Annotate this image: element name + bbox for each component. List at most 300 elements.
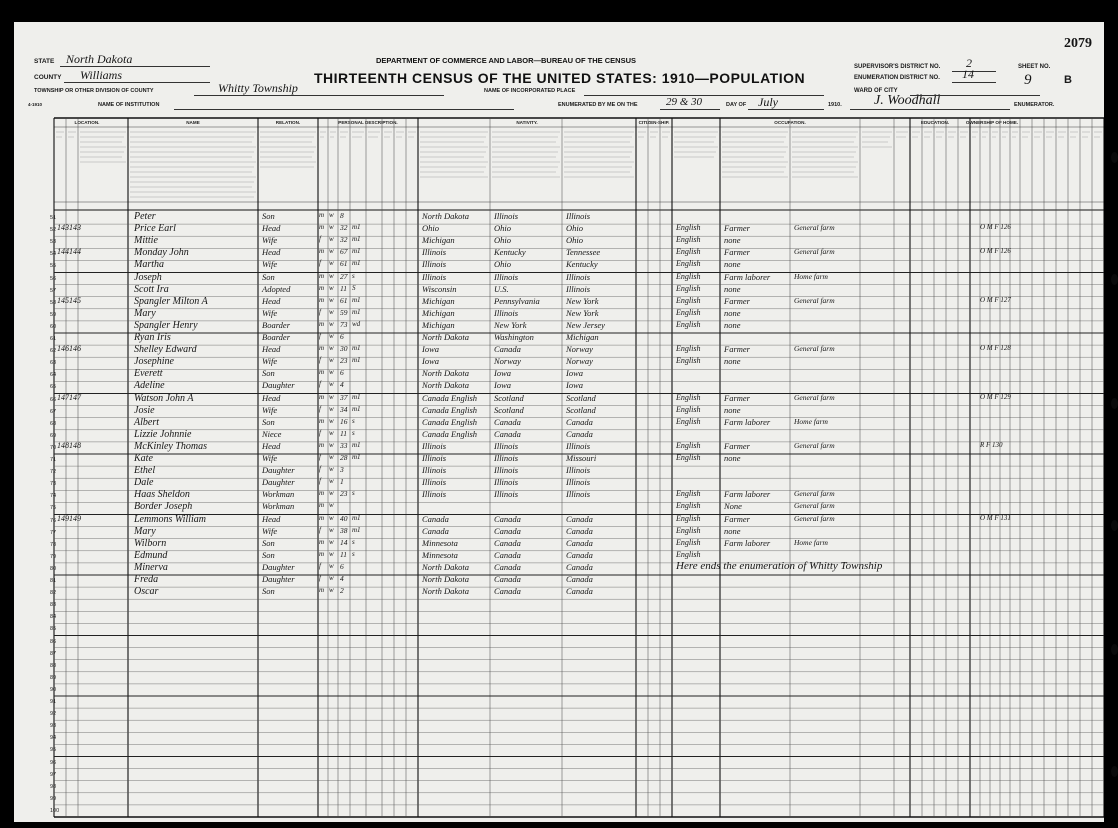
- entry-name: Lizzie Johnnie: [134, 428, 192, 440]
- entry-marital: m1: [352, 356, 361, 365]
- entry-relation: Workman: [262, 489, 295, 500]
- census-grid: [14, 22, 1104, 822]
- entry-age: 6: [340, 561, 344, 571]
- entry-race: w: [329, 211, 334, 219]
- entry-relation: Head: [262, 223, 281, 234]
- sheet-label: SHEET NO.: [1018, 64, 1051, 70]
- entry-relation: Head: [262, 247, 281, 258]
- entry-sex: m: [319, 211, 325, 219]
- entry-relation: Head: [262, 513, 281, 524]
- month-value: July: [758, 95, 778, 109]
- entry-language: English: [676, 247, 701, 257]
- entry-mother-bp: Illinois: [566, 489, 591, 500]
- line-number: 81: [50, 578, 57, 584]
- line-number: 70: [50, 444, 57, 451]
- entry-race: w: [329, 235, 334, 244]
- entry-trade: Farmer: [724, 440, 750, 451]
- entry-name: Dale: [134, 477, 154, 489]
- ward-label: WARD OF CITY: [854, 88, 898, 94]
- entry-industry: General farm: [794, 489, 835, 499]
- entry-trade: none: [724, 235, 741, 246]
- entry-father-bp: Illinois: [494, 453, 519, 463]
- entry-language: English: [676, 489, 701, 499]
- entry-relation: Wife: [262, 307, 278, 318]
- col-group-citizenship: CITIZEN-SHIP.: [638, 120, 670, 125]
- col-group-ownership: OWNERSHIP OF HOME.: [965, 120, 1019, 125]
- entry-relation: Adopted: [262, 283, 291, 294]
- entry-sex: m: [319, 440, 325, 449]
- line-number: 97: [50, 771, 57, 778]
- entry-mother-bp: Illinois: [566, 440, 591, 451]
- entry-age: 23: [340, 356, 348, 366]
- line-number: 89: [50, 674, 57, 681]
- entry-sex: m: [319, 501, 325, 510]
- entry-industry: Home farm: [794, 416, 828, 426]
- incorporated-label: NAME OF INCORPORATED PLACE: [484, 88, 576, 94]
- entry-birthplace: Illinois: [422, 440, 447, 451]
- entry-race: w: [329, 489, 334, 498]
- enumeration-label: ENUMERATION DISTRICT NO.: [854, 75, 940, 81]
- entry-marital: m1: [352, 259, 361, 268]
- entry-relation: Head: [262, 344, 281, 355]
- entry-father-bp: Kentucky: [494, 247, 526, 258]
- entry-father-bp: Canada: [494, 344, 521, 355]
- entry-sex: f: [319, 259, 321, 268]
- entry-birthplace: Iowa: [422, 344, 439, 355]
- entry-sex: m: [319, 271, 325, 280]
- entry-race: w: [329, 223, 334, 232]
- entry-birthplace: Illinois: [422, 489, 447, 500]
- entry-father-bp: Pennsylvania: [494, 295, 540, 306]
- entry-name: Ethel: [134, 465, 156, 477]
- entry-father-bp: Illinois: [494, 307, 519, 318]
- entry-relation: Daughter: [262, 465, 295, 476]
- entry-birthplace: Canada English: [422, 428, 478, 439]
- entry-language: English: [676, 453, 701, 462]
- entry-age: 61: [340, 295, 348, 305]
- entry-language: English: [676, 525, 701, 535]
- entry-age: 4: [340, 574, 344, 583]
- entry-age: 67: [340, 247, 348, 257]
- entry-trade: Farm laborer: [724, 271, 771, 282]
- entry-home: O M F 126: [980, 223, 1011, 232]
- entry-trade: Farmer: [724, 223, 750, 234]
- entry-industry: Home farm: [794, 537, 828, 547]
- line-number: 77: [50, 529, 57, 536]
- entry-language: English: [676, 440, 701, 450]
- county-value: Williams: [80, 68, 123, 82]
- line-number: 74: [50, 493, 57, 500]
- entry-trade: none: [724, 453, 741, 463]
- entry-dwelling: 144: [57, 247, 69, 257]
- entry-age: 11: [340, 283, 347, 293]
- entry-name: Spangler Milton A: [134, 295, 208, 307]
- entry-industry: General farm: [794, 247, 835, 257]
- line-number: 63: [50, 360, 57, 367]
- entry-family: 145: [69, 295, 81, 305]
- punch-hole: [1111, 520, 1118, 531]
- entry-marital: s: [352, 428, 355, 437]
- line-number: 60: [50, 323, 57, 330]
- line-number: 98: [50, 783, 57, 790]
- entry-father-bp: Canada: [494, 586, 521, 597]
- page-stamp: 2079: [1064, 36, 1092, 51]
- punch-hole: [1111, 274, 1118, 285]
- entry-name: Mary: [134, 307, 156, 319]
- entry-mother-bp: Iowa: [566, 380, 583, 391]
- entry-marital: s: [352, 416, 355, 425]
- line-number: 88: [50, 662, 57, 669]
- line-number: 91: [50, 699, 57, 705]
- entry-mother-bp: Scotland: [566, 404, 596, 415]
- entry-relation: Workman: [262, 501, 295, 512]
- entry-sex: m: [319, 537, 325, 546]
- entry-birthplace: Michigan: [422, 295, 455, 306]
- entry-sex: f: [319, 428, 321, 437]
- punch-hole: [1111, 766, 1118, 777]
- entry-language: English: [676, 259, 701, 269]
- entry-race: w: [329, 416, 334, 425]
- entry-father-bp: Canada: [494, 513, 521, 524]
- entry-relation: Son: [262, 211, 275, 221]
- entry-trade: none: [724, 356, 741, 367]
- entry-relation: Daughter: [262, 561, 295, 572]
- line-number: 65: [50, 384, 57, 391]
- entry-dwelling: 146: [57, 344, 69, 354]
- entry-language: English: [676, 283, 701, 293]
- enumerator-label: ENUMERATOR.: [1014, 102, 1055, 108]
- line-number: 92: [50, 711, 57, 718]
- entry-race: w: [329, 574, 334, 582]
- line-number: 76: [50, 517, 57, 524]
- entry-marital: m1: [352, 513, 361, 522]
- entry-name: Ryan Iris: [134, 332, 171, 343]
- entry-age: 16: [340, 416, 348, 426]
- entry-relation: Daughter: [262, 380, 295, 391]
- entry-mother-bp: Norway: [566, 356, 593, 367]
- entry-mother-bp: Canada: [566, 537, 593, 548]
- entry-relation: Son: [262, 271, 275, 282]
- entry-dwelling: 147: [57, 392, 69, 402]
- line-number: 84: [50, 614, 57, 621]
- entry-age: 33: [340, 440, 348, 450]
- entry-name: Scott Ira: [134, 283, 169, 295]
- entry-race: w: [329, 392, 334, 401]
- entry-race: w: [329, 537, 334, 546]
- line-number: 53: [50, 239, 57, 246]
- entry-mother-bp: Missouri: [566, 453, 597, 463]
- entry-race: w: [329, 380, 334, 389]
- entry-mother-bp: New York: [566, 295, 599, 306]
- punch-hole: [1111, 152, 1118, 163]
- entry-age: 32: [340, 223, 348, 233]
- entry-age: 61: [340, 259, 348, 269]
- entry-race: w: [329, 513, 334, 522]
- entry-marital: m1: [352, 440, 361, 449]
- entry-race: w: [329, 586, 334, 595]
- entry-birthplace: Michigan: [422, 235, 455, 246]
- entry-father-bp: New York: [494, 319, 527, 330]
- entry-name: Joseph: [134, 271, 162, 283]
- col-group-personal: PERSONAL DESCRIPTION.: [338, 120, 398, 125]
- line-number: 83: [50, 602, 57, 609]
- entry-trade: none: [724, 319, 741, 330]
- entry-marital: s: [352, 537, 355, 546]
- entry-trade: Farmer: [724, 247, 750, 258]
- entry-mother-bp: Canada: [566, 513, 593, 524]
- entry-father-bp: Ohio: [494, 223, 511, 234]
- entry-home: O M F 129: [980, 392, 1011, 401]
- entry-race: w: [329, 428, 334, 437]
- entry-birthplace: North Dakota: [422, 211, 469, 221]
- entry-sex: m: [319, 586, 325, 595]
- entry-family: 147: [69, 392, 81, 402]
- line-number: 67: [50, 408, 57, 415]
- entry-name: Freda: [134, 574, 159, 585]
- entry-father-bp: Illinois: [494, 440, 519, 451]
- entry-race: w: [329, 356, 334, 365]
- entry-dwelling: 149: [57, 513, 69, 523]
- entry-mother-bp: Canada: [566, 428, 593, 439]
- entry-name: Watson John A: [134, 392, 194, 404]
- punch-hole: [1111, 644, 1118, 655]
- entry-relation: Son: [262, 537, 275, 548]
- line-number: 56: [50, 275, 57, 282]
- entry-father-bp: Ohio: [494, 259, 511, 270]
- line-number: 82: [50, 590, 57, 597]
- col-group-nativity: NATIVITY.: [516, 120, 538, 125]
- entry-mother-bp: Illinois: [566, 211, 591, 221]
- line-number: 99: [50, 795, 57, 802]
- entry-race: w: [329, 465, 334, 474]
- entry-language: English: [676, 271, 701, 281]
- entry-marital: wd: [352, 319, 361, 328]
- entry-name: Kate: [134, 453, 153, 464]
- entry-sex: f: [319, 356, 321, 365]
- entry-name: Mittie: [134, 235, 158, 247]
- col-group-name: NAME: [186, 120, 200, 125]
- entry-sex: m: [319, 513, 325, 522]
- entry-mother-bp: Illinois: [566, 465, 591, 476]
- entry-sex: f: [319, 574, 321, 582]
- enumerated-label: ENUMERATED BY ME ON THE: [558, 102, 638, 108]
- entry-birthplace: North Dakota: [422, 368, 469, 379]
- entry-sex: f: [319, 465, 321, 474]
- entry-industry: General farm: [794, 223, 835, 233]
- entry-mother-bp: Ohio: [566, 235, 583, 246]
- entry-race: w: [329, 283, 334, 292]
- entry-age: 28: [340, 453, 348, 462]
- entry-birthplace: North Dakota: [422, 574, 469, 584]
- entry-name: Lemmons William: [134, 513, 206, 525]
- entry-father-bp: Canada: [494, 537, 521, 548]
- col-group-relation: RELATION.: [275, 120, 301, 125]
- entry-name: Spangler Henry: [134, 319, 198, 331]
- entry-sex: m: [319, 319, 325, 328]
- entry-mother-bp: Canada: [566, 525, 593, 536]
- entry-trade: Farmer: [724, 392, 750, 403]
- entry-age: 38: [340, 525, 348, 535]
- entry-birthplace: Minnesota: [422, 549, 458, 560]
- entry-father-bp: Norway: [494, 356, 521, 367]
- entry-father-bp: Canada: [494, 574, 521, 584]
- state-label: STATE: [34, 58, 55, 65]
- entry-marital: s: [352, 489, 355, 498]
- entry-dwelling: 148: [57, 440, 69, 450]
- entry-home: O M F 128: [980, 344, 1011, 353]
- entry-birthplace: North Dakota: [422, 561, 469, 572]
- institution-label: NAME OF INSTITUTION: [98, 102, 160, 108]
- entry-name: Border Joseph: [134, 501, 193, 513]
- form-number: 4-1910: [28, 102, 43, 107]
- entry-language: English: [676, 549, 701, 559]
- entry-father-bp: Illinois: [494, 465, 519, 476]
- sheet-letter: B: [1064, 74, 1072, 86]
- line-number: 93: [50, 723, 57, 730]
- entry-marital: m1: [352, 344, 361, 353]
- entry-name: Shelley Edward: [134, 344, 197, 356]
- entry-age: 11: [340, 428, 347, 438]
- entry-father-bp: Canada: [494, 561, 521, 572]
- entry-marital: m1: [352, 307, 361, 316]
- entry-relation: Wife: [262, 235, 278, 246]
- punch-hole: [1111, 398, 1118, 409]
- entry-marital: s: [352, 549, 355, 558]
- entry-father-bp: Iowa: [494, 368, 511, 379]
- entry-marital: s: [352, 271, 355, 280]
- entry-name: Minerva: [134, 561, 168, 573]
- entry-sex: f: [319, 380, 321, 389]
- entry-trade: none: [724, 259, 741, 270]
- line-number: 78: [50, 541, 57, 548]
- entry-race: w: [329, 525, 334, 534]
- entry-language: English: [676, 416, 701, 426]
- entry-mother-bp: Scotland: [566, 392, 596, 403]
- entry-relation: Wife: [262, 259, 278, 270]
- entry-sex: m: [319, 392, 325, 401]
- entry-industry: General farm: [794, 501, 835, 511]
- entry-race: w: [329, 307, 334, 316]
- entry-father-bp: Canada: [494, 525, 521, 536]
- entry-name: Mary: [134, 525, 156, 537]
- entry-marital: m1: [352, 392, 361, 401]
- entry-relation: Head: [262, 392, 281, 403]
- entry-age: 1: [340, 477, 344, 487]
- entry-sex: m: [319, 295, 325, 304]
- col-group-education: EDUCATION.: [920, 120, 950, 125]
- state-value: North Dakota: [66, 52, 133, 66]
- line-number: 95: [50, 747, 57, 754]
- entry-father-bp: Illinois: [494, 477, 519, 488]
- entry-race: w: [329, 453, 334, 461]
- entry-age: 6: [340, 332, 344, 341]
- entry-trade: none: [724, 525, 741, 536]
- entry-relation: Son: [262, 586, 275, 597]
- entry-industry: General farm: [794, 513, 835, 523]
- entry-name: Adeline: [134, 380, 165, 392]
- entry-sex: m: [319, 549, 325, 558]
- entry-age: 34: [340, 404, 348, 414]
- entry-age: 2: [340, 586, 344, 596]
- entry-relation: Boarder: [262, 332, 291, 342]
- entry-father-bp: Iowa: [494, 380, 511, 391]
- entry-age: 27: [340, 271, 348, 281]
- department-heading: DEPARTMENT OF COMMERCE AND LABOR—BUREAU OF THE CENSUS: [376, 56, 636, 65]
- entry-father-bp: Canada: [494, 416, 521, 427]
- entry-birthplace: Canada: [422, 513, 449, 524]
- entry-language: English: [676, 537, 701, 547]
- line-number: 94: [50, 735, 57, 742]
- entry-race: w: [329, 549, 334, 558]
- entry-name: Wilborn: [134, 537, 167, 549]
- entry-mother-bp: Canada: [566, 561, 593, 572]
- entry-birthplace: Wisconsin: [422, 283, 457, 294]
- line-number: 59: [50, 311, 57, 318]
- entry-age: 23: [340, 489, 348, 499]
- entry-sex: f: [319, 477, 321, 486]
- entry-trade: Farmer: [724, 344, 750, 355]
- entry-mother-bp: Ohio: [566, 223, 583, 234]
- entry-name: Martha: [134, 259, 164, 271]
- line-number: 55: [50, 263, 57, 270]
- entry-mother-bp: New Jersey: [566, 319, 605, 330]
- entry-name: Josie: [134, 404, 155, 416]
- entry-relation: Boarder: [262, 319, 291, 330]
- entry-age: 8: [340, 211, 344, 220]
- line-number: 62: [50, 348, 57, 355]
- entry-industry: General farm: [794, 295, 835, 305]
- sheet-number: 9: [1024, 72, 1032, 88]
- entry-race: w: [329, 477, 334, 486]
- township-value: Whitty Township: [218, 81, 298, 95]
- entry-name: Josephine: [134, 356, 174, 368]
- col-group-occupation: OCCUPATION.: [774, 120, 806, 125]
- entry-name: Oscar: [134, 586, 159, 598]
- entry-mother-bp: Illinois: [566, 477, 591, 488]
- entry-name: McKinley Thomas: [134, 440, 208, 452]
- entry-race: w: [329, 344, 334, 353]
- entry-mother-bp: Canada: [566, 549, 593, 560]
- entry-trade: Farmer: [724, 513, 750, 524]
- township-label: TOWNSHIP OR OTHER DIVISION OF COUNTY: [34, 88, 154, 94]
- entry-relation: Son: [262, 368, 275, 379]
- entry-sex: m: [319, 283, 325, 292]
- entry-race: w: [329, 561, 334, 570]
- entry-relation: Daughter: [262, 477, 295, 488]
- enumeration-number: 14: [962, 67, 974, 81]
- entry-race: w: [329, 501, 334, 510]
- entry-race: w: [329, 440, 334, 449]
- entry-age: 32: [340, 235, 348, 245]
- line-number: 79: [50, 553, 57, 560]
- entry-trade: none: [724, 307, 741, 318]
- entry-father-bp: Scotland: [494, 392, 524, 403]
- entry-age: 40: [340, 513, 348, 523]
- entry-birthplace: Canada: [422, 525, 449, 536]
- entry-race: w: [329, 332, 334, 340]
- entry-mother-bp: Illinois: [566, 271, 591, 282]
- entry-birthplace: Illinois: [422, 477, 447, 488]
- entry-sex: m: [319, 247, 325, 256]
- entry-name: Peter: [134, 211, 156, 222]
- entry-sex: f: [319, 404, 321, 413]
- line-number: 61: [50, 336, 57, 342]
- entry-home: R F 130: [980, 440, 1003, 449]
- entry-language: English: [676, 223, 701, 233]
- entry-sex: m: [319, 223, 325, 232]
- line-number: 51: [50, 215, 57, 221]
- entry-relation: Head: [262, 295, 281, 306]
